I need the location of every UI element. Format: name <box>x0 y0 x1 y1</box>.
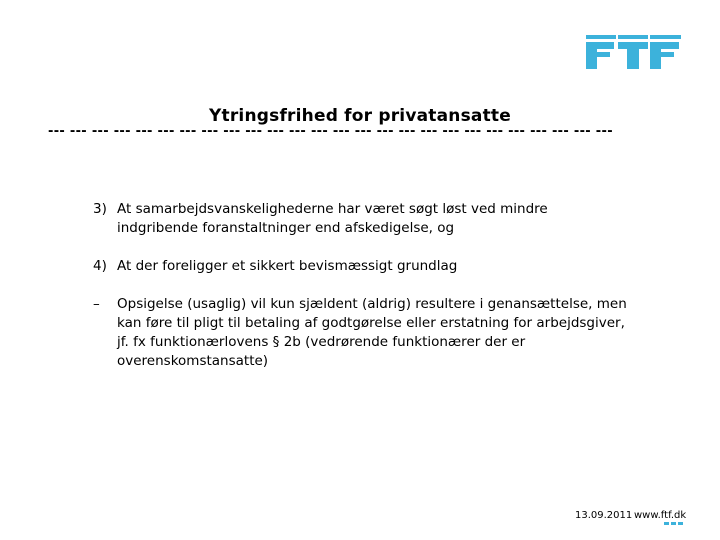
ftf-logo <box>586 35 681 69</box>
list-marker: – <box>93 296 100 312</box>
list-item-text: At der foreligger et sikkert bevismæssigt grundlag <box>117 258 458 274</box>
list-marker: 4) <box>93 258 107 274</box>
list-item <box>93 200 633 238</box>
list-item <box>93 257 633 276</box>
list-item-text: Opsigelse (usaglig) vil kun sjældent (aldrig) resultere i genansættelse, men kan føre til pligt til betaling af godtgørelse eller erstatning for arbejdsgiver, jf. fx funktionærlovens § 2b (vedrørende funktionærer der er overenskomstansatte) <box>117 296 627 369</box>
list-marker: 3) <box>93 201 107 217</box>
page-title: Ytringsfrihed for privatansatte <box>209 106 511 126</box>
list-item-text: At samarbejdsvanskelighederne har været søgt løst ved mindre indgribende foranstaltninger end afskedigelse, og <box>117 201 548 236</box>
list-item <box>93 295 633 371</box>
title-separator: --- --- --- --- --- --- --- --- --- --- --- --- --- --- --- --- --- --- --- --- --- --- --- --- --- --- <box>48 124 613 139</box>
footer-decoration <box>664 522 684 526</box>
footer-url[interactable]: www.ftf.dk <box>634 510 687 521</box>
footer-date: 13.09.2011 <box>575 510 633 521</box>
